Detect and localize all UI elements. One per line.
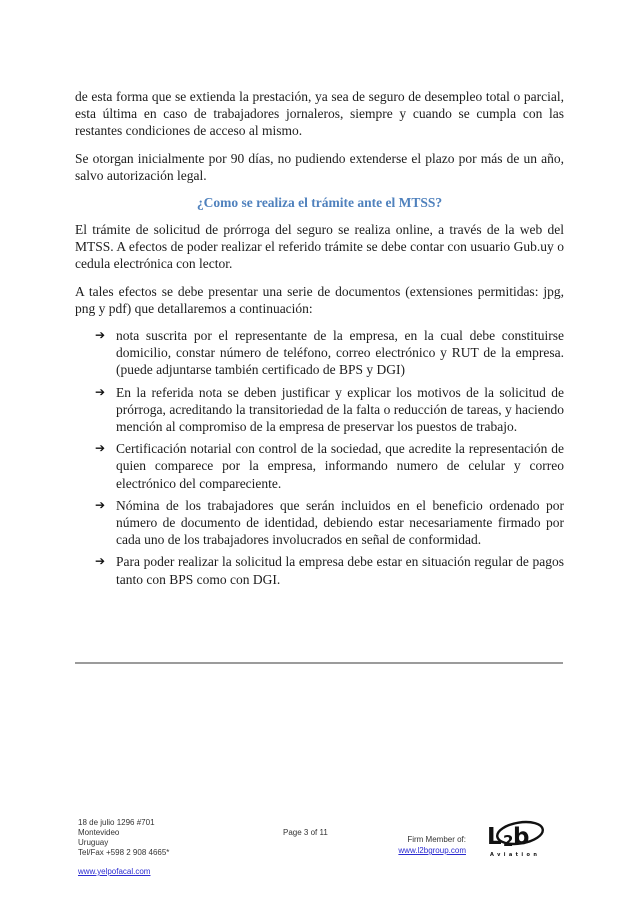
arrow-bullet-icon: ➔ [95,384,106,399]
logo-aviation-text: Aviation [490,852,541,858]
list-item [95,384,564,436]
list-item-text: Para poder realizar la solicitud la empresa debe estar en situación regular de pagos tanto con BPS como con DGI. [116,554,564,587]
address-line: Tel/Fax +598 2 908 4665* [78,848,170,857]
arrow-bullet-icon: ➔ [95,441,106,456]
address-line: 18 de julio 1296 #701 [78,818,155,827]
l2b-aviation-logo [484,818,546,864]
l2b-group-link[interactable]: www.l2bgroup.com [398,846,466,855]
list-item [95,497,564,549]
document-content [75,88,564,593]
firm-website-link[interactable]: www.yelpofacal.com [78,867,151,876]
paragraph: de esta forma que se extienda la prestación, ya sea de seguro de desempleo total o parcial, esta última en caso de trabajadores jornaleros, siempre y cuando se cumpla con las restantes condiciones de acceso al mismo. [75,89,564,139]
paragraph: Se otorgan inicialmente por 90 días, no pudiendo extenderse el plazo por más de un año, salvo autorización legal. [75,150,564,183]
firm-member-block [356,834,466,856]
address-line: Uruguay [78,838,109,847]
list-item-text: En la referida nota se deben justificar y explicar los motivos de la solicitud de prórroga, acreditando la transitoriedad de la falta o reducción de tareas, y haciendo mención al compromiso de la empresa de preservar los puestos de trabajo. [116,384,564,435]
firm-member-label: Firm Member of: [407,835,466,844]
list-item [95,440,564,492]
list-item [95,553,564,587]
l2b-logo-graphic [484,818,546,864]
page-number: Page 3 of 11 [283,828,328,837]
firm-website-wrap [78,867,150,876]
paragraph: El trámite de solicitud de prórroga del seguro se realiza online, a través de la web del MTSS. A efectos de poder realizar el referido trámite se debe contar con usuario Gub.uy o cedula electrónica con lector. [75,222,564,272]
list-item [95,327,564,379]
requirements-list [75,327,564,588]
address-block [78,818,169,858]
arrow-bullet-icon: ➔ [95,497,106,512]
arrow-bullet-icon: ➔ [95,554,106,569]
list-item-text: Nómina de los trabajadores que serán incluidos en el beneficio ordenado por número de documento de identidad, debiendo estar necesariamente firmado por cada uno de los trabajadores involucrados en señal de conformidad. [116,497,564,548]
footer-divider [75,662,563,664]
section-heading: ¿Como se realiza el trámite ante el MTSS? [196,195,443,211]
list-item-text: Certificación notarial con control de la sociedad, que acredite la representación de quien comparece por la empresa, informando numero de celular y correo electrónico del compareciente. [116,441,564,491]
logo-letter-b: b [513,824,530,850]
logo-digit-2: 2 [503,832,514,850]
arrow-bullet-icon: ➔ [95,328,106,343]
address-line: Montevideo [78,828,120,837]
logo-letter-l: L [487,824,502,850]
list-item-text: nota suscrita por el representante de la empresa, en la cual debe constituirse domicilio, constar número de teléfono, correo electrónico y RUT de la empresa. (puede adjuntarse también certificado de BPS y DGI) [116,328,564,378]
paragraph: A tales efectos se debe presentar una serie de documentos (extensiones permitidas: jpg, png y pdf) que detallaremos a continuación: [75,283,564,316]
